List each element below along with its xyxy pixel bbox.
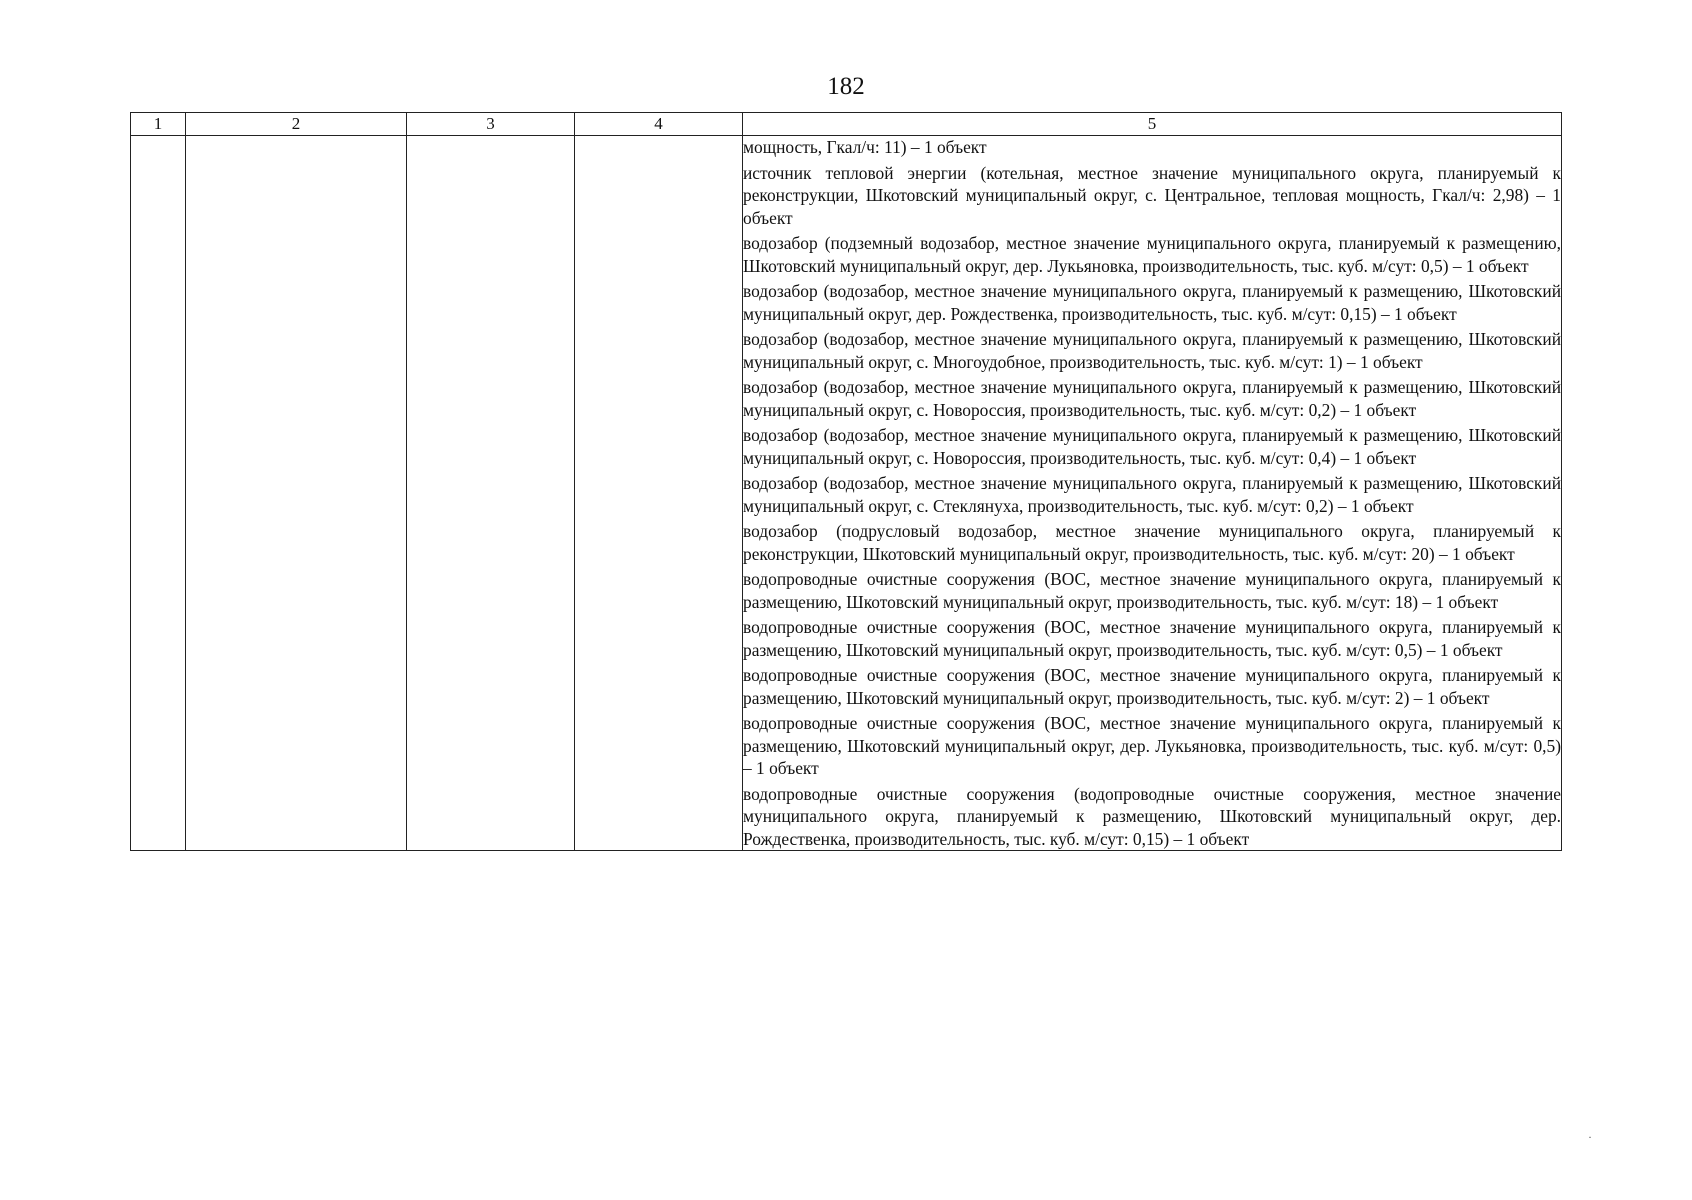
entry-1: источник тепловой энергии (котельная, местное значение муниципального округа, планируемый к реконструкции, Шкотовский муниципальный округ, с. Центральное, тепловая мощность, Гкал/ч: 2,98) – 1 объект — [743, 162, 1561, 228]
entry-9: водопроводные очистные сооружения (ВОС, местное значение муниципального округа, планируемый к размещению, Шкотовский муниципальный округ, производительность, тыс. куб. м/сут: 18) – 1 объект — [743, 569, 1561, 612]
header-row — [131, 113, 1562, 136]
entry-3: водозабор (водозабор, местное значение муниципального округа, планируемый к размещению, Шкотовский муниципальный округ, дер. Рождественка, производительность, тыс. куб. м/сут: 0,15) – 1 объект — [743, 281, 1561, 324]
column-header-4: 4 — [575, 113, 743, 136]
entry-12: водопроводные очистные сооружения (ВОС, местное значение муниципального округа, планируемый к размещению, Шкотовский муниципальный округ, дер. Лукьяновка, производительность, тыс. куб. м/сут: 0,5) – 1 объект — [743, 713, 1561, 778]
entry-0: мощность, Гкал/ч: 11) – 1 объект — [743, 137, 987, 157]
page-number: 182 — [827, 73, 865, 100]
cell-col-5 — [743, 136, 1562, 851]
table-header — [131, 113, 1562, 136]
entry-2: водозабор (подземный водозабор, местное значение муниципального округа, планируемый к размещению, Шкотовский муниципальный округ, дер. Лукьяновка, производительность, тыс. куб. м/сут: 0,5) – 1 объект — [743, 233, 1561, 276]
entry-6: водозабор (водозабор, местное значение муниципального округа, планируемый к размещению, Шкотовский муниципальный округ, с. Новороссия, производительность, тыс. куб. м/сут: 0,4) – 1 объект — [743, 425, 1561, 468]
table-row — [131, 136, 1562, 851]
scan-speck: · — [1588, 1130, 1592, 1144]
cell-col-1 — [131, 136, 186, 851]
column-header-3: 3 — [407, 113, 575, 136]
table-body — [131, 136, 1562, 851]
entry-8: водозабор (подрусловый водозабор, местное значение муниципального округа, планируемый к реконструкции, Шкотовский муниципальный округ, производительность, тыс. куб. м/сут: 20) – 1 объект — [743, 521, 1561, 564]
entry-5: водозабор (водозабор, местное значение муниципального округа, планируемый к размещению, Шкотовский муниципальный округ, с. Новороссия, производительность, тыс. куб. м/сут: 0,2) – 1 объект — [743, 377, 1561, 420]
entry-13: водопроводные очистные сооружения (водопроводные очистные сооружения, местное значение муниципального округа, планируемый к размещению, Шкотовский муниципальный округ, дер. Рождественка, производительность, тыс. куб. м/сут: 0,15) – 1 объект — [743, 783, 1561, 849]
entry-4: водозабор (водозабор, местное значение муниципального округа, планируемый к размещению, Шкотовский муниципальный округ, с. Многоудобное, производительность, тыс. куб. м/сут: 1) – 1 объект — [743, 329, 1561, 372]
entry-11: водопроводные очистные сооружения (ВОС, местное значение муниципального округа, планируемый к размещению, Шкотовский муниципальный округ, производительность, тыс. куб. м/сут: 2) – 1 объект — [743, 665, 1561, 708]
column-header-1: 1 — [131, 113, 186, 136]
cell-col-4 — [575, 136, 743, 851]
entry-10: водопроводные очистные сооружения (ВОС, местное значение муниципального округа, планируемый к размещению, Шкотовский муниципальный округ, производительность, тыс. куб. м/сут: 0,5) – 1 объект — [743, 617, 1561, 660]
document-table — [130, 112, 1562, 851]
entry-7: водозабор (водозабор, местное значение муниципального округа, планируемый к размещению, Шкотовский муниципальный округ, с. Стеклянуха, производительность, тыс. куб. м/сут: 0,2) – 1 объект — [743, 473, 1561, 516]
column-header-5: 5 — [743, 113, 1562, 136]
cell-col-3 — [407, 136, 575, 851]
column-header-2: 2 — [186, 113, 407, 136]
cell-col-2 — [186, 136, 407, 851]
